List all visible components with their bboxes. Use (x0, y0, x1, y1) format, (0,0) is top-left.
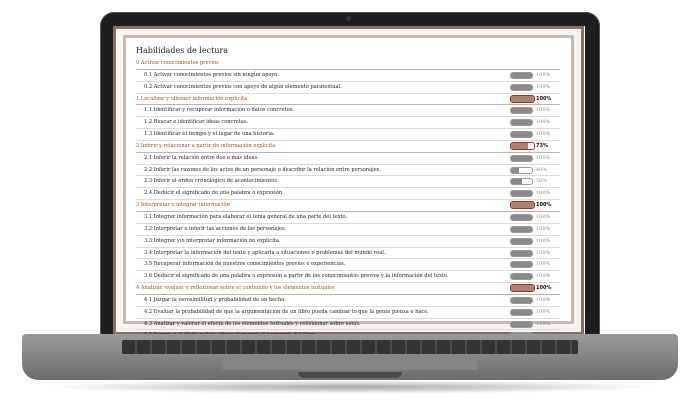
percentage-label: 100% (536, 119, 551, 126)
percentage-label: 100% (536, 213, 551, 220)
percentage-label: 100% (536, 202, 552, 209)
progress-bar (510, 297, 533, 304)
section-row (136, 200, 560, 212)
progress-fill (511, 202, 534, 208)
progress-fill (511, 227, 532, 232)
progress-bar (510, 321, 533, 328)
progress-fill (511, 251, 532, 256)
skill-label: 4.3 Analizar y valorar el efecto de los elementos textuales y reflexionar sobre estos. (144, 320, 361, 327)
percentage-label: 100% (536, 131, 551, 138)
section-label: 1 Localizar y obtener información explícita (136, 95, 248, 102)
progress-fill (511, 85, 532, 90)
progress-fill (511, 274, 532, 279)
progress-bar (510, 226, 533, 233)
skill-row (136, 248, 560, 260)
screen-frame (113, 26, 584, 335)
skill-label: 4.1 Juzgar la verosimilitud y probabilidad de un hecho. (144, 296, 286, 303)
skill-label: 0.1 Activar conocimientos previos sin ningún apoyo. (144, 71, 279, 78)
skill-label: 1.3 Identificar el tiempo y el lugar de una historia. (144, 131, 275, 138)
progress-fill (511, 322, 532, 327)
laptop-base (22, 334, 678, 380)
skills-panel (123, 35, 574, 327)
percentage-label: 100% (536, 285, 552, 292)
progress-fill (511, 96, 534, 102)
skill-label: 3.5 Recuperar información de nuestros conocimientos previos o experiencias. (144, 261, 346, 268)
section-label: 3 Interpretar e integrar información (136, 202, 230, 209)
skill-row (136, 117, 560, 129)
skill-row (136, 224, 560, 236)
percentage-label: 100% (536, 273, 551, 280)
percentage-label: 100% (536, 296, 551, 303)
progress-bar (510, 155, 533, 162)
skill-row (136, 70, 560, 82)
skill-label: 2.3 Inferir el orden cronológico de acontecimientos. (144, 178, 279, 185)
progress-fill (511, 120, 532, 125)
skill-label: 2.4 Deducir el significado de una palabra o expresión. (144, 190, 284, 197)
section-label: 4 Analizar, evaluar y reflexionar sobre el contenido y los elementos textuales (136, 285, 335, 292)
progress-bar (510, 84, 533, 91)
skill-row (136, 105, 560, 117)
progress-fill (511, 215, 532, 220)
laptop-screen (113, 26, 585, 336)
skill-label: 3.4 Interpretar la información del texto y aplicarla a situaciones o problemas del mundo real. (144, 249, 386, 256)
progress-bar (510, 131, 533, 138)
skill-row (136, 153, 560, 165)
progress-bar (510, 72, 533, 79)
progress-bar (510, 284, 535, 292)
section-label: 0 Activar conocimientos previos (136, 60, 219, 66)
percentage-label: 100% (536, 225, 551, 232)
progress-fill (511, 168, 519, 173)
progress-bar (510, 95, 535, 103)
base-notch (298, 372, 402, 378)
skill-label: 3.2 Interpretar o inferir las acciones de los personajes. (144, 225, 287, 232)
percentage-label: 40% (536, 166, 548, 173)
skill-label: 4.2 Evaluar la probabilidad de que la argumentación de un libro pueda cambiar lo que la gente piensa o hace. (144, 308, 429, 315)
skill-label: 3.3 Integrar y/o interpretar información no explícita. (144, 237, 281, 244)
percentage-label: 50% (536, 178, 548, 185)
progress-fill (511, 310, 532, 315)
page-title: Habilidades de lectura (136, 46, 229, 55)
percentage-label: 100% (536, 261, 551, 268)
section-row (136, 58, 560, 70)
keyboard (122, 340, 578, 354)
percentage-label: 73% (536, 142, 548, 149)
skill-label: 1.1 Identificar y recuperar información o datos concretos. (144, 107, 294, 114)
progress-fill (511, 191, 532, 196)
progress-bar (510, 309, 533, 316)
skill-label: 3.6 Deducir el significado de una palabra o expresión a partir de los conocimientos previos y la información del texto. (144, 273, 449, 280)
laptop-shadow (40, 380, 660, 394)
skill-label: 0.2 Activar conocimientos previos con apoyo de algún elemento paratextual. (144, 83, 342, 90)
progress-fill (511, 285, 534, 291)
progress-bar (510, 178, 533, 185)
progress-fill (511, 143, 528, 149)
progress-bar (510, 261, 533, 268)
skill-row (136, 165, 560, 177)
progress-bar (510, 119, 533, 126)
skill-label: 1.2 Buscar e identificar ideas concretas. (144, 119, 249, 126)
progress-bar (510, 190, 533, 197)
touchpad (222, 356, 478, 370)
progress-fill (511, 262, 532, 267)
percentage-label: 100% (536, 83, 551, 90)
percentage-label: 100% (536, 249, 551, 256)
progress-fill (511, 298, 532, 303)
laptop-lid (100, 12, 600, 348)
skill-row (136, 188, 560, 200)
progress-bar (510, 214, 533, 221)
skill-label: 2.1 Inferir la relación entre dos o más ideas. (144, 154, 259, 161)
skill-row (136, 307, 560, 319)
percentage-label: 100% (536, 237, 551, 244)
percentage-label: 100% (536, 308, 551, 315)
skills-list (136, 58, 560, 336)
progress-bar (510, 107, 533, 114)
progress-bar (510, 201, 535, 209)
progress-bar (510, 273, 533, 280)
skill-row (136, 259, 560, 271)
section-row (136, 283, 560, 295)
percentage-label: 100% (536, 107, 551, 114)
progress-fill (511, 132, 532, 137)
progress-fill (511, 239, 532, 244)
progress-fill (511, 108, 532, 113)
skill-row (136, 129, 560, 141)
progress-bar (510, 142, 535, 150)
skill-row (136, 176, 560, 188)
percentage-label: 100% (536, 320, 551, 327)
skill-row (136, 295, 560, 307)
progress-bar (510, 238, 533, 245)
percentage-label: 100% (536, 154, 551, 161)
percentage-label: 100% (536, 95, 552, 102)
progress-fill (511, 179, 522, 184)
skill-row (136, 319, 560, 331)
progress-fill (511, 73, 532, 78)
progress-bar (510, 167, 533, 174)
skill-row (136, 236, 560, 248)
skill-row (136, 271, 560, 283)
percentage-label: 100% (536, 190, 551, 197)
camera-icon (346, 16, 351, 21)
skill-row (136, 212, 560, 224)
skill-row (136, 82, 560, 94)
section-label: 2 Inferir y relacionar a partir de información explícita (136, 142, 276, 149)
skill-label: 2.2 Inferir las razones de los actos de un personaje o describir la relación entre personajes. (144, 166, 381, 173)
section-row (136, 141, 560, 153)
progress-fill (511, 156, 532, 161)
skill-label: 3.1 Integrar información para elaborar el tema general de una parte del texto. (144, 213, 348, 220)
section-row (136, 94, 560, 106)
percentage-label: 100% (536, 71, 551, 78)
progress-bar (510, 250, 533, 257)
